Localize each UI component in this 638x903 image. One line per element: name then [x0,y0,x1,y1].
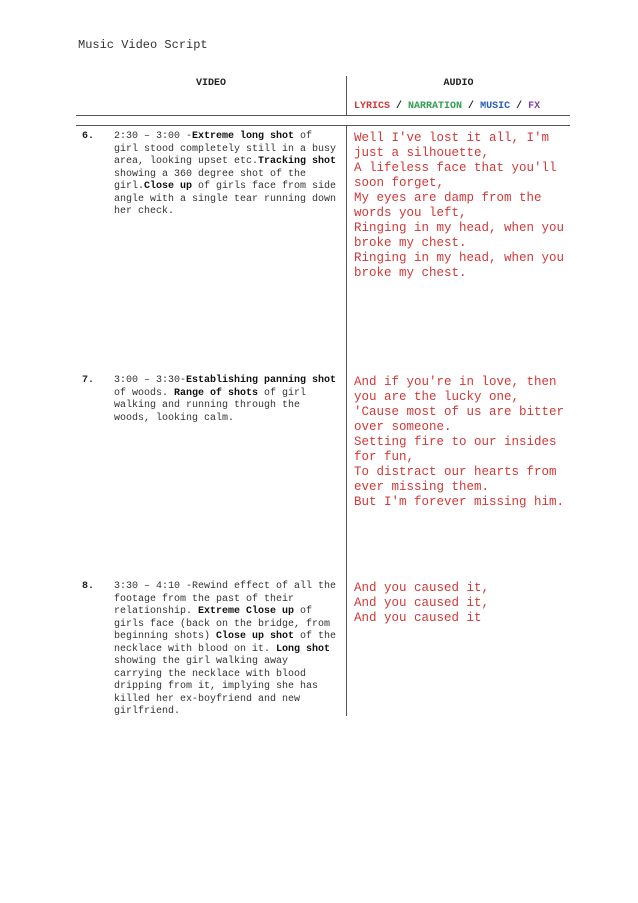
legend-separator: / [510,101,529,112]
video-description [114,375,342,425]
shot-type: Close up shot [216,631,295,642]
header-divider [76,115,570,116]
lyric-line: A lifeless face that you'll soon forget, [354,161,557,190]
description-text: showing a 360 degree shot of the girl. [114,168,307,192]
audio-lyrics [354,375,570,510]
shot-type: Tracking shot [258,156,337,167]
audio-lyrics [354,131,570,281]
description-text: of girl stood completely still in a busy area, looking upset etc. [114,131,337,167]
row-number: 8. [82,581,95,592]
shot-type: Establishing panning shot [186,375,337,386]
legend-item-fx: FX [528,101,541,112]
lyric-line: And if you're in love, then you are the lucky one, [354,375,557,404]
lyric-line: Setting fire to our insides for fun, [354,435,557,464]
description-text: of girls face from side angle with a single tear running down her check. [114,181,337,217]
description-text: 3:00 – 3:30- [114,375,187,386]
table-body-top-border [76,125,570,126]
script-table-header [76,72,570,116]
description-text: of the necklace with blood on it. [114,631,337,655]
legend-item-music: MUSIC [480,101,511,112]
lyric-line: But I'm forever missing him. [354,495,565,509]
shot-type: Extreme Close up [198,606,295,617]
lyric-line: Ringing in my head, when you broke my chest. [354,251,565,280]
audio-legend [354,101,540,112]
legend-separator: / [462,101,481,112]
lyric-line: And you caused it, [354,596,490,610]
description-text: 3:30 – 4:10 -Rewind effect of all the footage from the past of their relationship. [114,581,337,617]
shot-type: Extreme long shot [192,131,295,142]
header-column-divider [346,76,347,116]
legend-item-lyrics: LYRICS [354,101,391,112]
description-text: 2:30 – 3:00 - [114,131,193,142]
page-title: Music Video Script [78,38,208,52]
description-text: of girls face (back on the bridge, from beginning shots) [114,606,331,642]
lyric-line: 'Cause most of us are bitter over someone. [354,405,565,434]
row-number: 7. [82,375,95,386]
lyric-line: Well I've lost it all, I'm just a silhouette, [354,131,550,160]
video-column-header: VIDEO [195,78,226,89]
description-text: of girl walking and running through the woods, looking calm. [114,387,307,424]
description-text: showing the girl walking away carrying the necklace with blood dripping from it, implying she has killed her ex-boyfriend and new girlfriend. [114,656,319,717]
lyric-line: Ringing in my head, when you broke my chest. [354,221,565,250]
lyric-line: And you caused it [354,611,482,625]
shot-type: Long shot [276,643,331,655]
shot-type: Close up [144,181,193,192]
description-text: of woods. [114,387,175,399]
audio-column-header: AUDIO [443,78,474,89]
row-number: 6. [82,131,95,142]
video-description [114,581,342,719]
shot-type: Range of shots [174,387,259,399]
table-column-divider [346,126,347,716]
legend-item-narration: NARRATION [408,101,463,112]
audio-lyrics [354,581,570,626]
legend-separator: / [390,101,409,112]
lyric-line: My eyes are damp from the words you left, [354,191,542,220]
lyric-line: To distract our hearts from ever missing them. [354,465,557,494]
video-description [114,131,342,219]
lyric-line: And you caused it, [354,581,490,595]
